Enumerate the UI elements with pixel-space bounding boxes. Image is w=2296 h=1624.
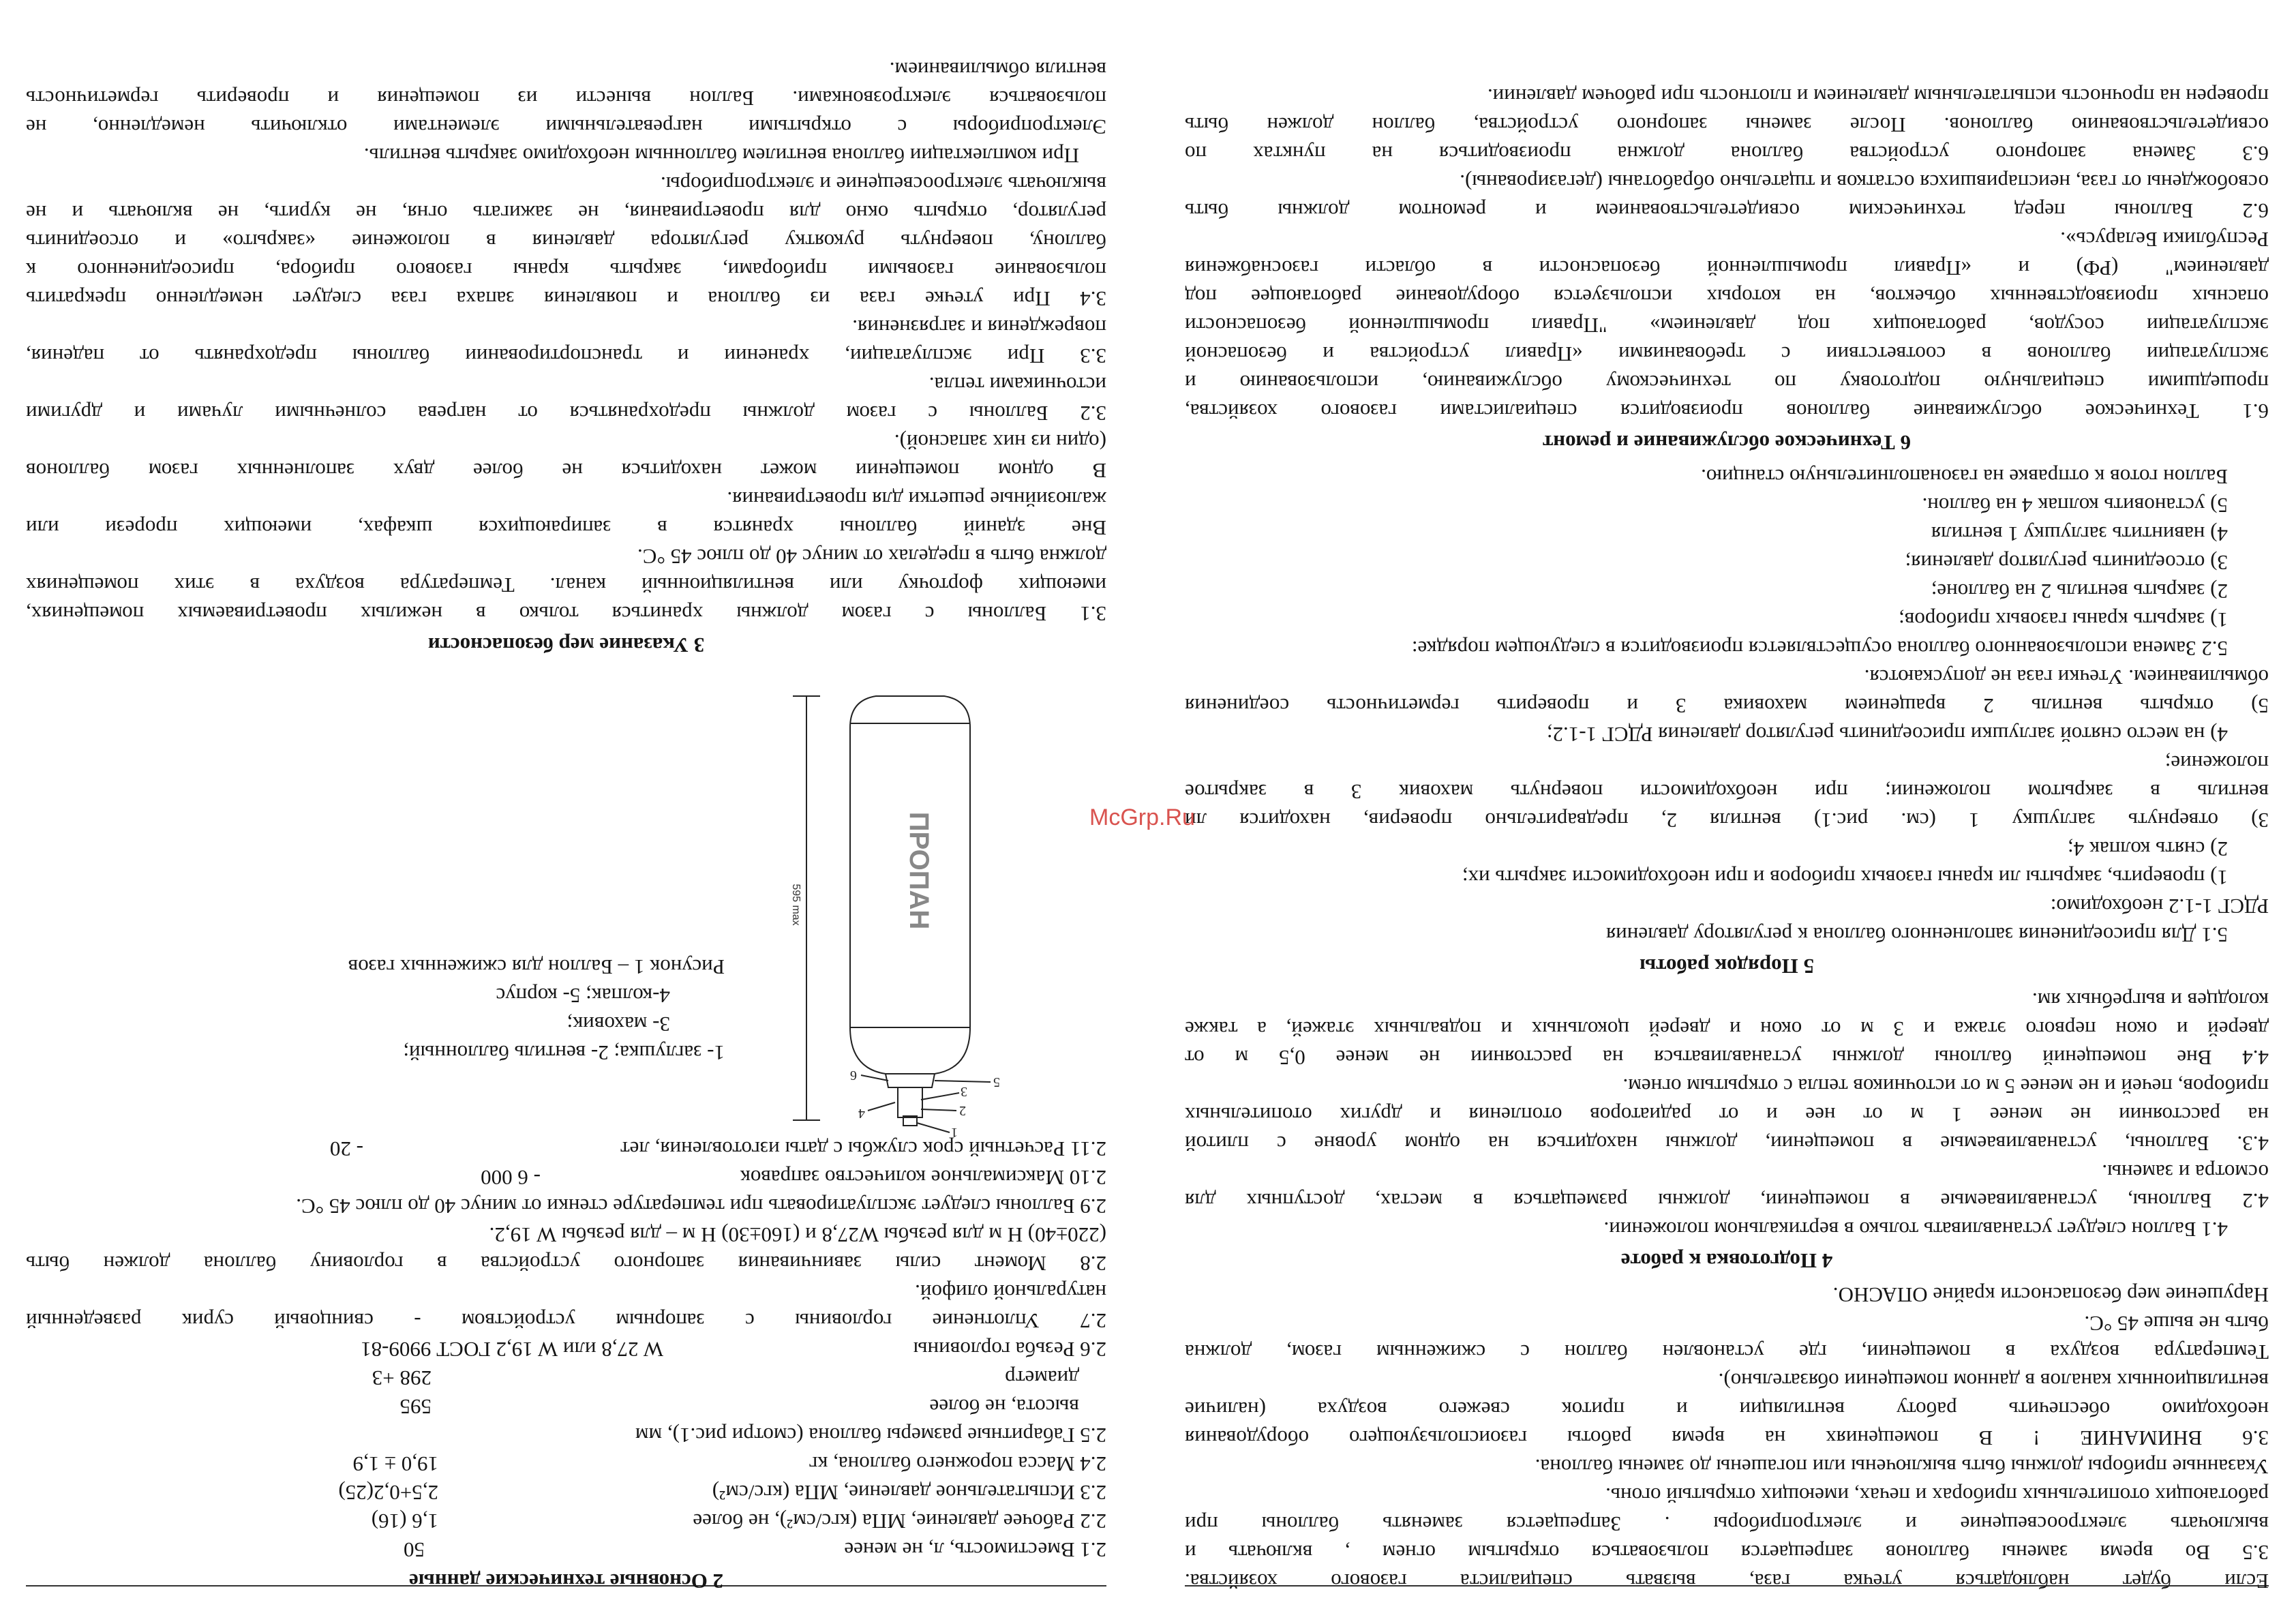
text-line: 4.2 Баллоны, устанавливаемые в помещении, должны размещаться в местах, доступных для [1185,1189,2269,1213]
spec-label: диаметр [1005,1366,1079,1390]
text-line: приборов, печей и не менее 5 м от источников тепла с открытым огнем. [1622,1074,2269,1098]
spec-label: 2.5 Габаритные размеры баллона (смотри рис.1), мм [635,1424,1106,1447]
text-line: выключать электроосвещение и электроприборы. [661,172,1106,196]
text-line: вентиль в закрытом положении; при необходимости повернуть маховик 3 в закрытое [1185,780,2269,804]
left-column [1185,0,2269,1593]
text-line: 3) отсоединить регулятор давления; [1905,551,2228,575]
callout-5: 5 [993,1074,1000,1089]
collar [886,1074,935,1087]
text-line: необходимо обеспечить работу вентиляции и приток свежего воздуха (наличие [1185,1398,2269,1422]
spec-label: 2.2 Рабочее давление, МПа (кгс/см²), не более [693,1509,1106,1533]
text-line: прошедшими специальную подготовку по техническому обслуживанию, использованию и [1185,371,2269,395]
text-line: 3.1 Баллоны с газом должны храниться только в нежилых проветриваемых помещениях, [26,602,1106,626]
right-column [26,0,1106,1593]
callout-3: 3 [961,1084,967,1099]
spec-value: 19,0 ± 1,9 [352,1452,438,1476]
text-line: повреждения и загрязнения. [852,316,1106,340]
text-line: 3.2 Баллоны с газом должны предохраняться от нагрева солнечными лучами и другими [26,402,1106,425]
text-line: РДСГ 1-1.2 необходимо: [2050,894,2269,918]
text-line: 3) отвернуть заглушку 1 (см. рис.1) вентиля 2, предварительно проверив, находится ли [1185,809,2269,832]
callout-6: 6 [850,1068,857,1083]
spec-label: 2.6 Резьба горловины [913,1338,1106,1362]
cylinder-drawing [738,680,1093,1140]
callout-2: 2 [959,1103,966,1118]
spec-value: - 6 000 [481,1166,541,1190]
text-line: 2.7 Уплотнение горловины с запорным устройством - свинцовый сурик разведенный [26,1309,1106,1333]
text-line: 4) на место снятой заглушки присоединить регулятор давления РДСГ 1-1.2; [1546,723,2228,747]
watermark: McGrp.Ru [1089,805,1195,830]
text-line: 1) проверить, закрыты ли краны газовых приборов и при необходимости закрыть их; [1462,866,2228,890]
cylinder-label: ПРОПАН [904,811,934,930]
text-line: Вне зданий баллоны хранятся в запирающихся шкафах, имеющих прорези или [26,516,1106,540]
warning-line: Нарушение мер безопасности крайне ОПАСНО. [1832,1283,2269,1307]
text-line: быть не выше 45 °С. [2084,1312,2269,1336]
text-line: выключать электроосвещение и электроприборы . Запрещается заменять баллоны при [1185,1512,2269,1536]
text-line: обмыливанием. Утечки газа не допускаются. [1864,665,2269,689]
text-line: 2) снять колпак 4; [2068,837,2228,861]
spec-label: 2.4 Масса порожнего баллона, кг [809,1452,1106,1476]
text-line: Температура воздуха в помещении, где установлен баллон с сжиженным газом, должна [1185,1340,2269,1364]
text-line: 4) навинтить заглушку 1 вентиля [1931,522,2228,546]
section-heading: 5 Порядок работы [1639,954,1815,978]
text-line: 5) открыть вентиль 2 вращением маховика 3 и проверить герметичность соединения [1185,694,2269,718]
spec-label: 2.11 Расчетный срок службы с даты изготовления, лет [620,1137,1106,1161]
text-line: пользование газовыми приборами, закрыть краны газового прибора, присоединенного к [26,258,1106,282]
figure-1 [26,666,1106,1143]
text-line: 3.4 При утечке газа из баллона и появления запаха газа следует немедленно прекратить [26,287,1106,311]
figure-caption: Рисунок 1 – Баллон для сжиженных газов [348,955,725,979]
text-line: (220±40) Н м для резьбы W27,8 и (160±30) Н м – для резьбы W 19,2. [489,1223,1106,1247]
text-line: 2.8 Момент силы завинчивания запорного устройства в горловину баллона должен быть [26,1252,1106,1276]
spec-label: 2.1 Вместимость, л, не менее [844,1538,1106,1562]
text-line: 2.9 Баллоны следует эксплуатировать при температуре стенки от минус 40 до плюс 45 °С. [296,1194,1106,1218]
text-line: источниками тепла. [928,373,1106,397]
section-heading: 6 Техническое обслуживание и ремонт [1543,431,1911,455]
text-line: освобождены от газа, неиспарившихся остатков и тщательно обработаны (дегазированы). [1460,170,2269,194]
spec-value: - 20 [329,1137,363,1161]
text-line: 5.2 Замена использованного баллона осуществляется производится в следующем порядке: [1411,637,2228,661]
text-line: 3.6 ВНИМАНИЕ ! В помещениях на время работы газоиспользующего оборудования [1185,1426,2269,1450]
text-line: 6.2 Баллоны перед техническим освидетельствованием и ремонтом должны быть [1185,199,2269,223]
section-heading: 4 Подготовка к работе [1620,1249,1833,1273]
spec-label: высота, не более [929,1395,1079,1419]
text-line: баллону, повернуть рукоятку регулятора давления в положение «закрыто» и отсоединить [26,230,1106,254]
callout-1: 1 [951,1125,958,1140]
spec-value: 1,6 (16) [371,1509,438,1533]
spec-value: 2,5+0,2(25) [338,1481,438,1505]
text-line: освидетельствованию баллонов. После замены запорного устройства, баллон должен быть [1185,113,2269,137]
text-line: опасных производственных объектов, на которых используется оборудование работающее под [1185,285,2269,309]
spec-value: 595 [399,1395,432,1419]
text-line: 5) установить колпак 4 на баллон. [1922,494,2228,517]
valve-cap [898,1087,922,1117]
text-line: работающих отопительных приборах и печах, имеющих открытый огонь. [1605,1484,2269,1507]
text-line: положение; [2164,751,2269,775]
text-line: колодцев и выгребных ям. [2031,989,2269,1012]
text-line: 5.1 Для присоединения заполненного баллона к регулятору давления [1605,923,2228,947]
text-line: имеющих форточку или вентиляционный канал. Температура воздуха в этих помещениях [26,573,1106,597]
text-line: В одном помещении может находиться не более двух заполненных газом баллонов [26,459,1106,483]
text-line: 4.3. Баллоны, устанавливаемые в помещении, должны находиться на одном уровне с плитой [1185,1132,2269,1156]
text-line: осмотра и замены. [2102,1160,2269,1184]
text-line: натуральной олифой. [915,1280,1106,1304]
section-heading: 2 Основные технические данные [408,1569,724,1593]
spec-value: 50 [404,1538,425,1562]
text-line: регулятор, открыть окно для проветривания, не зажигать огня, не курить, не включать и не [26,201,1106,225]
spec-label: 2.3 Испытательное давление, МПа (кгс/см²) [712,1481,1106,1505]
text-line: жалюзийные решетки для проветривания. [727,487,1106,511]
text-line: Электроприборы с открытыми нагревательными элементами отключить немедленно, не [26,115,1106,139]
text-line: 6.1 Техническое обслуживание баллонов производится специалистами газового хозяйства, [1185,400,2269,423]
text-line: вентиля обмыливанием. [889,58,1106,82]
section-heading: 3 Указание мер безопасности [427,633,705,657]
text-line: вентиляционных каналов в данном помещении обязательно). [1718,1369,2269,1393]
spec-value: 298 +3 [372,1366,432,1390]
text-line: проверен на прочность испытательным давлением и плотность при рабочем давлении. [1487,85,2269,108]
text-line: 4.4 Вне помещений баллоны должны устанавливаться на расстоянии не менее 0,5 м от [1185,1046,2269,1070]
text-line: 4.1 Баллон следует устанавливать только в вертикальном положении. [1603,1218,2228,1242]
text-line: При комплектации баллона вентилем баллонным необходимо закрыть вентиль. [363,144,1079,168]
text-line: давлением" (РФ) и «Правил промышленной безопасности в области газоснабжения [1185,256,2269,280]
text-line: эксплуатации сосудов, работающих под давлением» "Правил промышленной безопасности [1185,314,2269,337]
dimension-label: 595 max [790,884,802,926]
legend-line: 1- заглушка; 2- вентиль баллонный; [403,1041,725,1065]
text-line: (один из них запасной). [894,430,1106,454]
legend-line: 3- маховик; [567,1012,670,1036]
text-line: 1) закрыть краны газовых приборов; [1899,608,2228,632]
text-line: Баллон готов к отправке на газонаполнительную станцию. [1701,465,2228,489]
text-line: Указанные приборы должны быть выключены или погашены до замены баллона. [1535,1455,2269,1479]
text-line: 6.3 Замена запорного устройства баллона должна производиться на пунктах по [1185,142,2269,166]
text-line: дверей и окон первого этажа и 3 м от окон и дверей цокольных и подвальных этажей, а также [1185,1017,2269,1041]
text-line: Если будет наблюдаться утечка газа, вызвать специалиста газового хозяйства. [1185,1569,2269,1593]
text-line: пользоваться электрозвонками. Баллон вынести из помещения и проверить герметичность [26,87,1106,110]
text-line: 2) закрыть вентиль 2 на баллоне; [1931,580,2228,603]
text-line: 3.5 Во время замены баллонов запрещается пользоваться открытым огнем , включать и [1185,1541,2269,1565]
text-line: Республики Беларусь». [2060,228,2269,252]
legend-line: 4-колпак; 5- корпус [496,984,670,1008]
spec-label: 2.10 Максимальное количество заправок [740,1166,1106,1190]
text-line: эксплуатации баллонов в соответствии с требованиями «Правил устройства и безопасной [1185,342,2269,366]
spec-value: W 27,8 или W 19,2 ГОСТ 9909-81 [361,1338,663,1362]
text-line: должна быть в пределах от минус 40 до плюс 45 °С. [637,545,1106,569]
text-line: на расстоянии не менее 1 м от нее и от радиаторов отопления и других отопительных [1185,1103,2269,1127]
text-line: 3.3 При эксплуатации, хранении и транспортировании баллоны предохранять от падения, [26,344,1106,368]
callout-4: 4 [858,1106,865,1121]
